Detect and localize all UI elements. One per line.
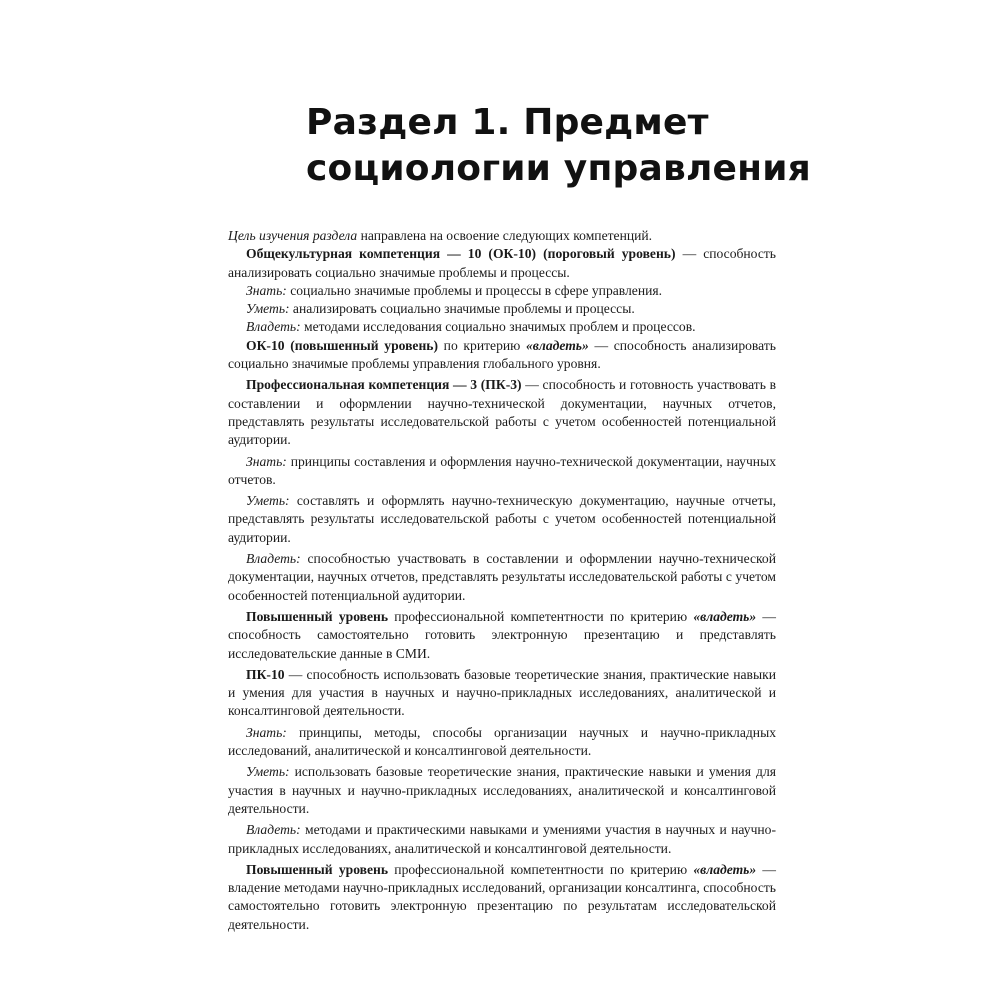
pk10-advanced-text-2: — владение методами научно-прикладных исследований, организации консалтинга, способность самостоятельно готовить электронную презентацию по результатам исследовательской деятельности. bbox=[228, 861, 776, 932]
pk3-advanced-heading: Повышенный уровень bbox=[246, 608, 389, 624]
can-label: Уметь: bbox=[246, 493, 290, 509]
pk3-advanced-text-2: — способность самостоятельно готовить электронную презентацию и представлять исследовательские данные в СМИ. bbox=[228, 608, 776, 661]
criterion-term: «владеть» bbox=[693, 608, 757, 624]
master-label: Владеть: bbox=[246, 822, 301, 838]
pk3-know bbox=[228, 453, 776, 490]
can-text: использовать базовые теоретические знания, практические навыки и умения для участия в научных и научно-прикладных исследованиях, аналитической и консалтинговой деятельности. bbox=[228, 764, 776, 816]
pk3-text: — способность и готовность участвовать в составлении и оформлении научно-технической документации, научных отчетов, представлять результаты исследовательской работы с учетом особенностей потенциальной аудитории. bbox=[228, 377, 776, 448]
ok10-advanced-paragraph bbox=[228, 337, 776, 374]
ok10-base-paragraph bbox=[228, 245, 776, 282]
pk10-master bbox=[228, 821, 776, 858]
body-text bbox=[228, 227, 776, 934]
ok10-master bbox=[228, 318, 776, 336]
ok10-base-heading: Общекультурная компетенция — 10 (ОК-10) (пороговый уровень) bbox=[246, 246, 676, 262]
section-title-line-1: Раздел 1. Предмет bbox=[306, 102, 709, 143]
know-label: Знать: bbox=[246, 724, 287, 740]
intro-italic: Цель изучения раздела bbox=[228, 228, 358, 243]
pk10-advanced-text: профессиональной компетентности по критерию bbox=[388, 861, 694, 877]
section-title-line-2: социологии управления bbox=[306, 148, 811, 189]
know-label: Знать: bbox=[246, 453, 287, 469]
can-text: анализировать социально значимые проблемы и процессы. bbox=[289, 301, 635, 317]
intro-paragraph bbox=[228, 227, 776, 245]
master-text: методами исследования социально значимых проблем и процессов. bbox=[300, 319, 696, 335]
pk3-advanced-paragraph bbox=[228, 608, 776, 663]
ok10-advanced-text-2: — способность анализировать социально значимые проблемы управления глобального уровня. bbox=[228, 337, 776, 372]
can-label: Уметь: bbox=[246, 764, 290, 780]
pk10-paragraph bbox=[228, 666, 776, 721]
ok10-can bbox=[228, 300, 776, 318]
section-title bbox=[306, 100, 866, 192]
ok10-base-text: — способность анализировать социально значимые проблемы и процессы. bbox=[228, 246, 776, 280]
ok10-know bbox=[228, 282, 776, 300]
pk10-advanced-heading: Повышенный уровень bbox=[246, 861, 389, 877]
pk10-advanced-paragraph bbox=[228, 861, 776, 934]
master-text: методами и практическими навыками и умениями участия в научных и научно-прикладных исследованиях, аналитической и консалтинговой деятельности. bbox=[228, 822, 776, 856]
ok10-advanced-text: по критерию bbox=[438, 337, 526, 353]
pk3-can bbox=[228, 492, 776, 547]
pk10-know bbox=[228, 724, 776, 761]
pk3-paragraph bbox=[228, 376, 776, 449]
can-text: составлять и оформлять научно-техническую документацию, научные отчеты, представлять результаты исследовательской работы с учетом особенностей потенциальной аудитории. bbox=[228, 493, 776, 545]
pk10-can bbox=[228, 763, 776, 818]
know-text: принципы, методы, способы организации научных и научно-прикладных исследований, аналитической и консалтинговой деятельности. bbox=[228, 724, 776, 759]
pk10-heading: ПК-10 bbox=[246, 666, 285, 682]
pk10-text: — способность использовать базовые теоретические знания, практические навыки и умения для участия в научных и научно-прикладных исследованиях, аналитической и консалтинговой деятельности. bbox=[228, 666, 776, 719]
pk3-heading: Профессиональная компетенция — 3 (ПК-3) bbox=[246, 377, 522, 393]
intro-text: направлена на освоение следующих компетенций. bbox=[357, 228, 653, 243]
master-text: способностью участвовать в составлении и оформлении научно-технической документации, научных отчетов, представлять результаты исследовательской работы с учетом особенностей потенциальной аудитории. bbox=[228, 551, 776, 603]
master-label: Владеть: bbox=[246, 551, 301, 567]
know-label: Знать: bbox=[246, 282, 287, 298]
ok10-advanced-heading: ОК-10 (повышенный уровень) bbox=[246, 337, 439, 353]
know-text: принципы составления и оформления научно-технической документации, научных отчетов. bbox=[228, 453, 776, 487]
pk3-advanced-text: профессиональной компетентности по критерию bbox=[388, 608, 694, 624]
master-label: Владеть: bbox=[246, 319, 301, 335]
pk3-master bbox=[228, 550, 776, 605]
criterion-term: «владеть» bbox=[525, 337, 589, 353]
know-text: социально значимые проблемы и процессы в сфере управления. bbox=[286, 282, 663, 298]
can-label: Уметь: bbox=[246, 301, 290, 317]
criterion-term: «владеть» bbox=[693, 861, 757, 877]
